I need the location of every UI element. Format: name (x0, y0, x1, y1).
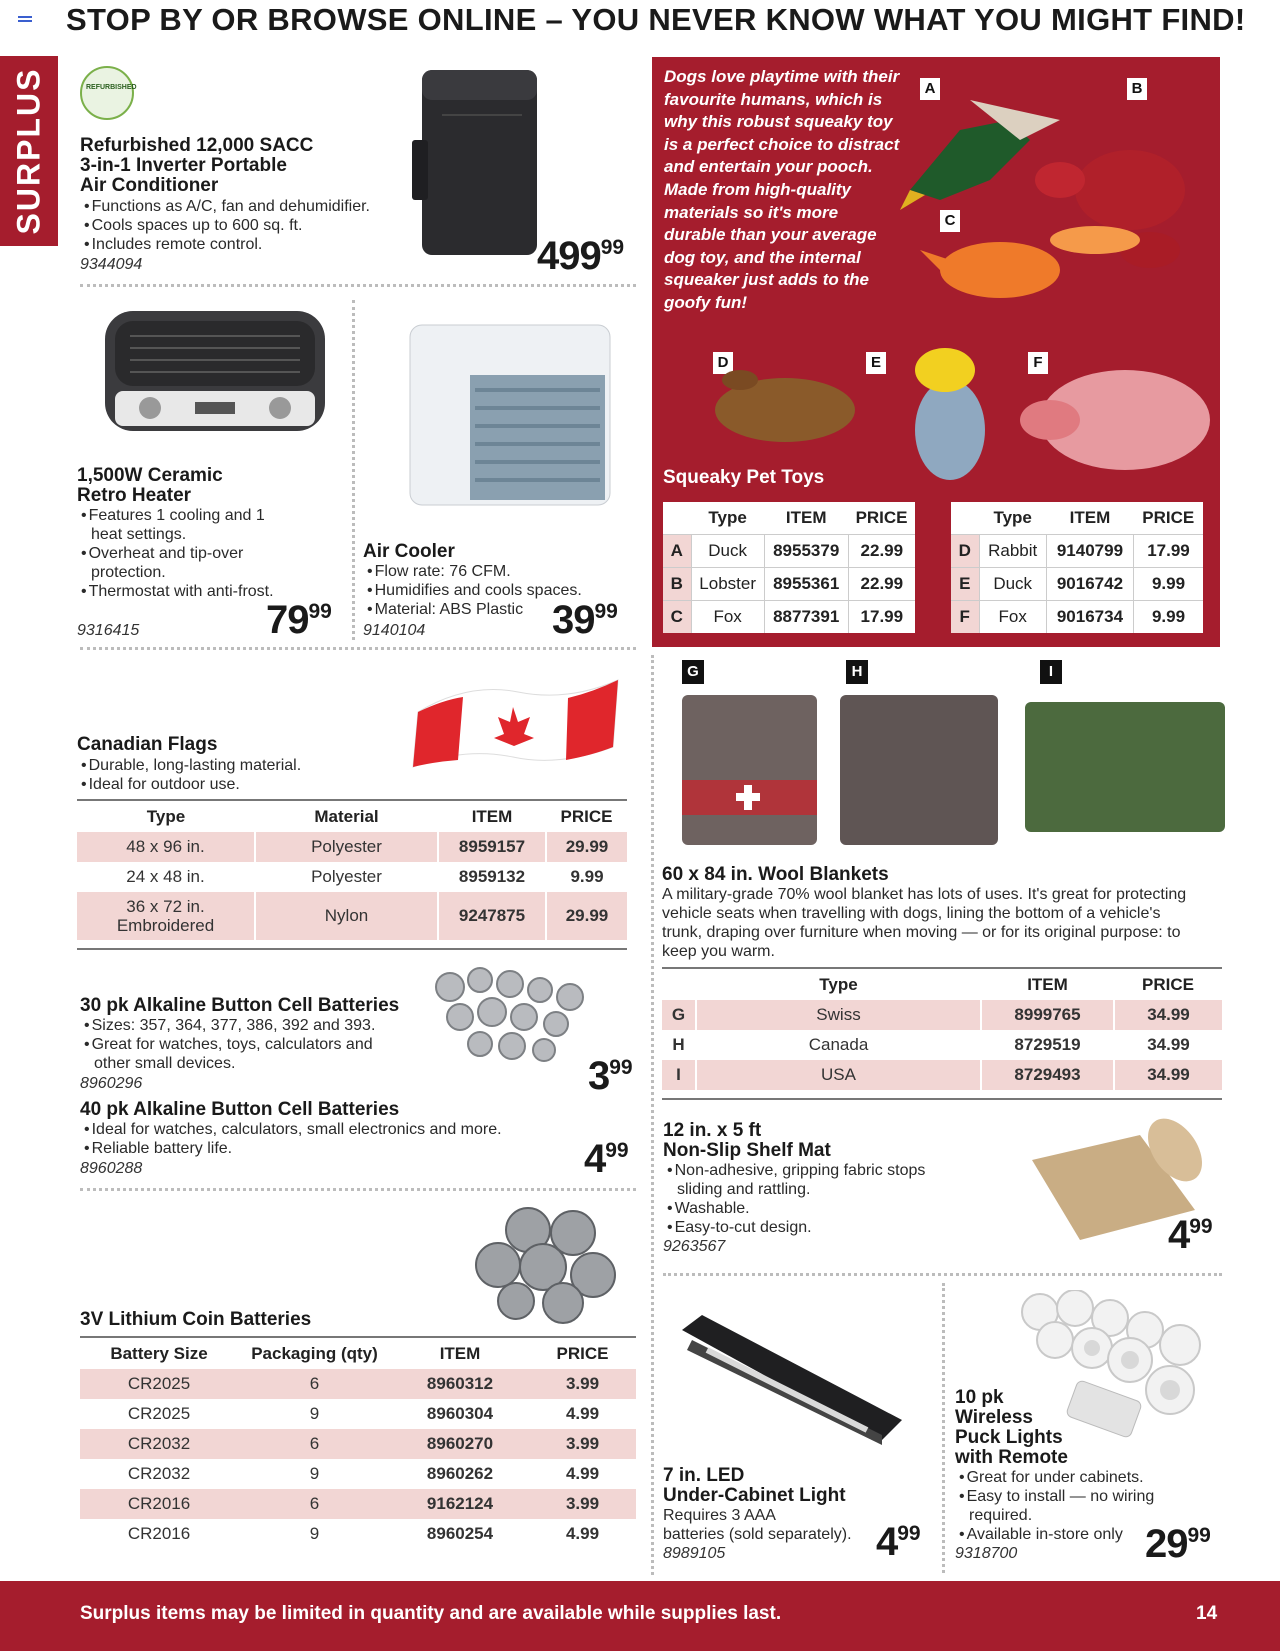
toy-label-c: C (940, 210, 960, 232)
coin-batteries-title: 3V Lithium Coin Batteries (80, 1309, 312, 1330)
coin-batteries-image (468, 1205, 638, 1325)
heater-features: • Features 1 cooling and 1 heat settings. • Overheat and tip-over protection. • Thermostat with anti-frost. (77, 506, 277, 601)
air-cooler-title: Air Cooler (363, 541, 455, 562)
batteries-40-title: 40 pk Alkaline Button Cell Batteries (80, 1099, 400, 1120)
ac-sku: 9344094 (80, 256, 143, 273)
batteries-40-sku: 8960288 (80, 1160, 143, 1177)
col-item: ITEM (439, 1344, 481, 1363)
section-tab-label: SURPLUS (10, 67, 47, 235)
page-header-title: STOP BY OR BROWSE ONLINE – YOU NEVER KNOW WHAT YOU MIGHT FIND! (66, 2, 1246, 37)
col-item: ITEM (471, 807, 513, 826)
table-row: C Fox 8877391 17.99 (663, 601, 915, 634)
footer-bar (0, 1581, 1280, 1651)
blankets-description: A military-grade 70% wool blanket has lots of uses. It's great for protecting vehicle seats when travelling with dogs, lining the bottom of a vehicle's trunk, draping over furniture when moving — or for its original purpose: to keep you warm. (662, 886, 1187, 960)
batteries-30-title: 30 pk Alkaline Button Cell Batteries (80, 995, 400, 1016)
col-price: PRICE (1134, 502, 1204, 535)
blankets-table (662, 970, 1222, 1090)
shelf-mat-features: • Non-adhesive, gripping fabric stops sliding and rattling. • Washable. • Easy-to-cut design. (663, 1161, 973, 1237)
puck-lights-price: $29^{99}$ (1145, 1522, 1211, 1566)
toy-label-d: D (713, 352, 733, 374)
toy-label-e: E (866, 352, 886, 374)
puck-lights-features: • Great for under cabinets. • Easy to install — no wiring required. • Available in-store only (955, 1468, 1165, 1544)
table-row: CR2032 9 8960262 4.99 (127, 1464, 600, 1483)
led-light-price: $4^{99}$ (876, 1520, 921, 1564)
heater-title: 1,500W Ceramic Retro Heater (77, 465, 223, 506)
table-rule (77, 799, 627, 801)
table-row: I USA 8729493 34.99 (662, 1060, 1222, 1090)
coin-batteries-table (80, 1339, 636, 1549)
col-material: Material (314, 807, 379, 826)
shelf-mat-sku: 9263567 (663, 1238, 726, 1255)
pet-toys-description: Dogs love playtime with their favourite humans, which is why this robust squeaky toy is a perfect choice to distract and entertain your pooch. Made from high-quality materials so it's more durable than your average dog toy, and the internal squeaker just adds to the goofy fun! (664, 67, 900, 312)
led-light-title: 7 in. LED Under-Cabinet Light (663, 1465, 846, 1506)
col-price: PRICE (848, 502, 915, 535)
canadian-flag-image (408, 672, 628, 772)
section-tab (0, 56, 58, 246)
table-row: 36 x 72 in. Embroidered Nylon 9247875 29.99 (77, 892, 627, 940)
table-row: CR2025 9 8960304 4.99 (127, 1404, 600, 1423)
toy-label-f: F (1028, 352, 1048, 374)
col-price: PRICE (560, 807, 613, 826)
toy-label-a: A (920, 78, 940, 100)
air-cooler-sku: 9140104 (363, 622, 426, 639)
table-row: CR2016 6 9162124 3.99 (80, 1489, 636, 1519)
led-light-description: Requires 3 AAA batteries (sold separately). (663, 1507, 852, 1543)
table-row: CR2032 6 8960270 3.99 (80, 1429, 636, 1459)
pet-toys-title: Squeaky Pet Toys (663, 467, 825, 488)
footer-disclaimer: Surplus items may be limited in quantity and are available while supplies last. (80, 1603, 782, 1624)
table-row: CR2016 9 8960254 4.99 (127, 1524, 600, 1543)
col-type: Type (691, 502, 764, 535)
table-rule (80, 1336, 636, 1338)
table-rule (77, 948, 627, 950)
pet-toys-table-right (951, 502, 1203, 633)
table-rule (662, 1098, 1222, 1100)
blanket-label-h: H (846, 660, 868, 684)
air-conditioner-image (412, 60, 542, 260)
col-type: Type (819, 975, 858, 994)
toy-label-b: B (1127, 78, 1147, 100)
divider (651, 655, 654, 1575)
col-type: Type (146, 807, 186, 826)
blanket-label-i: I (1040, 660, 1062, 684)
table-row: 48 x 96 in. Polyester 8959157 29.99 (77, 832, 627, 862)
divider (80, 284, 636, 287)
table-rule (662, 967, 1222, 969)
heater-price: $79^{99}$ (266, 598, 332, 642)
divider (942, 1283, 945, 1573)
table-row: 24 x 48 in. Polyester 8959132 9.99 (77, 862, 627, 892)
ac-title: Refurbished 12,000 SACC 3-in-1 Inverter Portable Air Conditioner (80, 135, 314, 196)
air-cooler-image (400, 320, 620, 510)
air-cooler-features: • Flow rate: 76 CFM. • Humidifies and cools spaces. • Material: ABS Plastic (363, 562, 623, 619)
heater-image (100, 306, 330, 436)
badge-label: REFURBISHED (86, 84, 137, 91)
table-row: H Canada 8729519 34.99 (662, 1030, 1222, 1060)
batteries-30-sku: 8960296 (80, 1075, 143, 1092)
table-row: CR2025 6 8960312 3.99 (80, 1369, 636, 1399)
table-row: E Duck 9016742 9.99 (951, 568, 1203, 601)
col-type: Type (979, 502, 1046, 535)
batteries-30-price: $3^{99}$ (588, 1054, 633, 1098)
ac-price: $499^{99}$ (537, 234, 625, 278)
pet-toys-table-left (663, 502, 915, 633)
batteries-40-price: $4^{99}$ (584, 1137, 629, 1181)
wool-blankets-image (680, 690, 1230, 850)
batteries-30-features: • Sizes: 357, 364, 377, 386, 392 and 393. • Great for watches, toys, calculators and other small devices. (80, 1016, 410, 1073)
col-price: PRICE (556, 1344, 609, 1363)
button-batteries-image (420, 962, 600, 1062)
col-battery-size: Battery Size (110, 1344, 208, 1363)
table-row: A Duck 8955379 22.99 (663, 535, 915, 568)
col-price: PRICE (1142, 975, 1194, 994)
batteries-40-features: • Ideal for watches, calculators, small electronics and more. • Reliable battery life. (80, 1120, 550, 1158)
blankets-title: 60 x 84 in. Wool Blankets (662, 864, 889, 885)
heater-sku: 9316415 (77, 622, 140, 639)
puck-lights-sku: 9318700 (955, 1545, 1018, 1562)
divider (352, 300, 355, 640)
shelf-mat-title: 12 in. x 5 ft Non-Slip Shelf Mat (663, 1120, 831, 1161)
divider (80, 1188, 636, 1191)
led-light-image (672, 1310, 912, 1460)
table-row: B Lobster 8955361 22.99 (663, 568, 915, 601)
puck-lights-title: 10 pk Wireless Puck Lights with Remote (955, 1387, 1068, 1468)
blanket-label-g: G (682, 660, 704, 684)
col-item: ITEM (1046, 502, 1133, 535)
divider (80, 647, 636, 650)
page-number: 14 (1196, 1603, 1218, 1624)
flags-features: • Durable, long-lasting material. • Ideal for outdoor use. (77, 756, 377, 794)
led-light-sku: 8989105 (663, 1545, 726, 1562)
menu-icon[interactable] (18, 16, 32, 24)
divider (663, 1273, 1222, 1276)
table-row: D Rabbit 9140799 17.99 (951, 535, 1203, 568)
ac-features: • Functions as A/C, fan and dehumidifier. • Cools spaces up to 600 sq. ft. • Includes remote control. (80, 197, 420, 254)
col-packaging: Packaging (qty) (251, 1344, 378, 1363)
flags-title: Canadian Flags (77, 734, 218, 755)
col-item: ITEM (1027, 975, 1068, 994)
flags-table (77, 802, 627, 940)
table-row: G Swiss 8999765 34.99 (662, 1000, 1222, 1030)
air-cooler-price: $39^{99}$ (552, 598, 618, 642)
shelf-mat-price: $4^{99}$ (1168, 1213, 1213, 1257)
table-row: F Fox 9016734 9.99 (951, 601, 1203, 634)
col-item: ITEM (764, 502, 848, 535)
refurbished-badge-icon (80, 66, 137, 120)
